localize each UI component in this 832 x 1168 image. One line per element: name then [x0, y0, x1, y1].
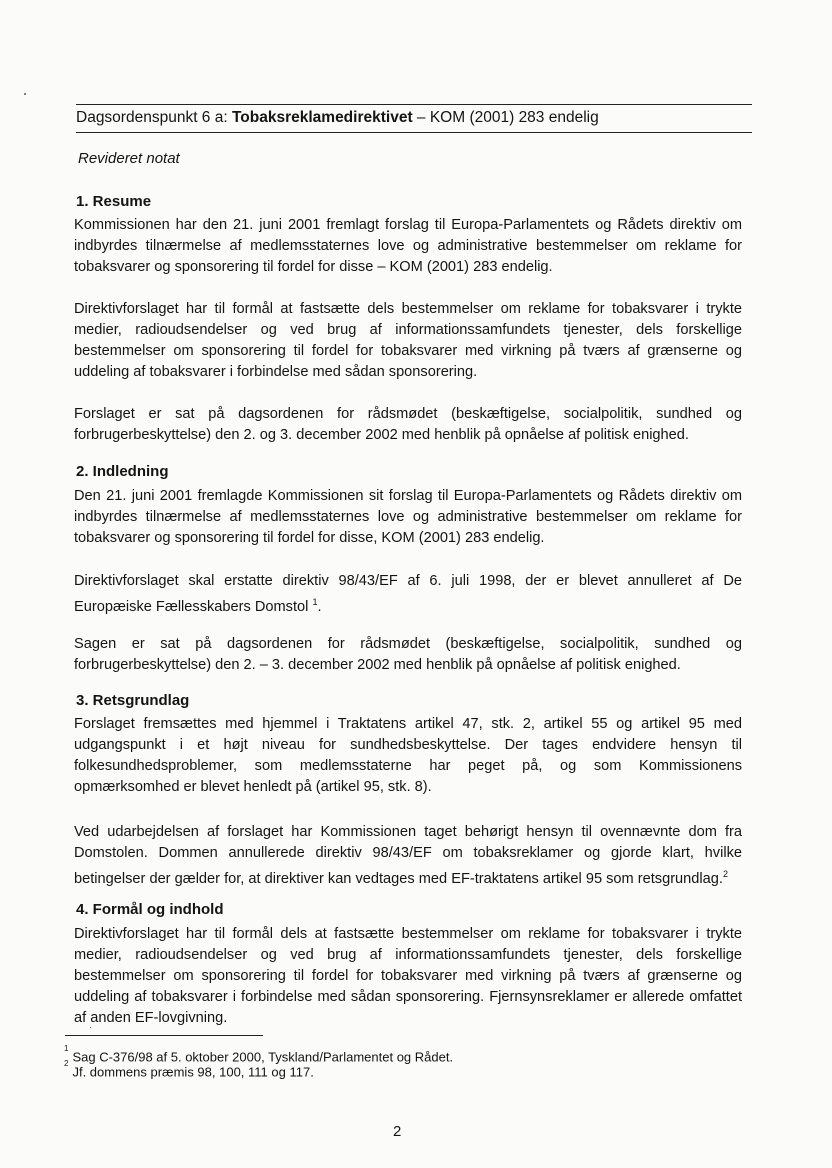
section-2-paragraph-2-end: . — [317, 598, 322, 615]
section-3-paragraph-2-text: Ved udarbejdelsen af forslaget har Kommissionen taget behørigt hensyn til ovennævnte dom fra Domstolen. Dommen annullerede direktiv 98/43/EF om tobaksreklamer og gjorde klart, hvilke betingelser der gælder for, at direktiver kan vedtages med EF-traktatens artikel 95 som retsgrundlag. — [74, 824, 742, 887]
section-2-heading: 2. Indledning — [76, 463, 169, 480]
section-1-paragraph-3: Forslaget er sat på dagsordenen for rådsmødet (beskæftigelse, socialpolitik, sundhed og forbrugerbeskyttelse) den 2. og 3. december 2002 med henblik på opnåelse af politisk enighed. — [74, 406, 742, 443]
header-bottom-rule — [76, 132, 752, 133]
page-number: 2 — [393, 1123, 402, 1140]
section-3-heading: 3. Retsgrundlag — [76, 692, 190, 709]
footnote-separator — [65, 1035, 263, 1036]
header — [76, 108, 756, 128]
footnote-1-number: 1 — [64, 1044, 69, 1053]
section-1-paragraph-1: Kommissionen har den 21. juni 2001 fremlagt forslag til Europa-Parlamentets og Rådets direktiv om indbyrdes tilnærmelse af medlemsstaternes love og administrative bestemmelser om reklame for tobaksvarer og sponsorering til fordel for disse – KOM (2001) 283 endelig. — [74, 217, 742, 275]
section-1-heading: 1. Resume — [76, 193, 152, 210]
footnote-ref-2[interactable]: 2 — [722, 869, 728, 879]
header-prefix: Dagsordenspunkt 6 a: — [76, 109, 232, 126]
section-4-heading: 4. Formål og indhold — [76, 901, 224, 918]
footnote-2-number: 2 — [64, 1059, 69, 1068]
section-1-paragraph-2: Direktivforslaget har til formål at fastsætte dels bestemmelser om reklame for tobaksvarer i trykte medier, radioudsendelser og ved brug af informationssamfundets tjenester, dels forskellige bestemmelser om sponsorering til fordel for tobaksvarer med virkning på tværs af grænserne og uddeling af tobaksvarer i forbindelse med sådan sponsorering. — [74, 301, 742, 380]
footnote-1-text: Sag C-376/98 af 5. oktober 2000, Tyskland/Parlamentet og Rådet. — [72, 1049, 454, 1065]
scan-speck — [90, 1027, 91, 1028]
header-suffix: – KOM (2001) 283 endelig — [412, 109, 599, 126]
section-2-paragraph-2 — [74, 571, 742, 618]
header-title: Tobaksreklamedirektivet — [231, 109, 413, 126]
section-3-paragraph-2 — [74, 822, 742, 890]
section-3-paragraph-1: Forslaget fremsættes med hjemmel i Traktatens artikel 47, stk. 2, artikel 55 og artikel 95 med udgangspunkt i et højt niveau for sundhedsbeskyttelse. Der tages endvidere hensyn til folkesundhedsproblemer, som medlemsstaterne har peget på, og som Kommissionens opmærksomhed er blevet henledt på (artikel 95, stk. 8). — [74, 716, 742, 795]
scan-speck — [24, 93, 26, 95]
footnote-2-text: Jf. dommens præmis 98, 100, 111 og 117. — [72, 1064, 314, 1080]
header-top-rule — [76, 104, 752, 105]
section-2-paragraph-2-text: Direktivforslaget skal erstatte direktiv 98/43/EF af 6. juli 1998, der er blevet annulleret af De Europæiske Fællesskabers Domstol — [74, 573, 742, 615]
section-4-paragraph-1: Direktivforslaget har til formål dels at fastsætte bestemmelser om reklame for tobaksvarer i trykte medier, radioudsendelser og ved brug af informationssamfundets tjenester, dels forskellige bestemmelser om sponsorering til fordel for tobaksvarer med virkning på tværs af grænserne og uddeling af tobaksvarer i forbindelse med sådan sponsorering. Fjernsynsreklamer er allerede omfattet af anden EF-lovgivning. — [74, 926, 742, 1026]
footnote-2 — [64, 1061, 314, 1079]
footnote-ref-1[interactable]: 1 — [312, 597, 318, 607]
section-2-paragraph-1: Den 21. juni 2001 fremlagde Kommissionen sit forslag til Europa-Parlamentets og Rådets direktiv om indbyrdes tilnærmelse af medlemsstaternes love og administrative bestemmelser om reklame for tobaksvarer og sponsorering til fordel for disse, KOM (2001) 283 endelig. — [74, 488, 742, 546]
note-label: Revideret notat — [78, 150, 180, 167]
section-2-paragraph-3: Sagen er sat på dagsordenen for rådsmødet (beskæftigelse, socialpolitik, sundhed og forbrugerbeskyttelse) den 2. – 3. december 2002 med henblik på opnåelse af politisk enighed. — [74, 636, 742, 673]
